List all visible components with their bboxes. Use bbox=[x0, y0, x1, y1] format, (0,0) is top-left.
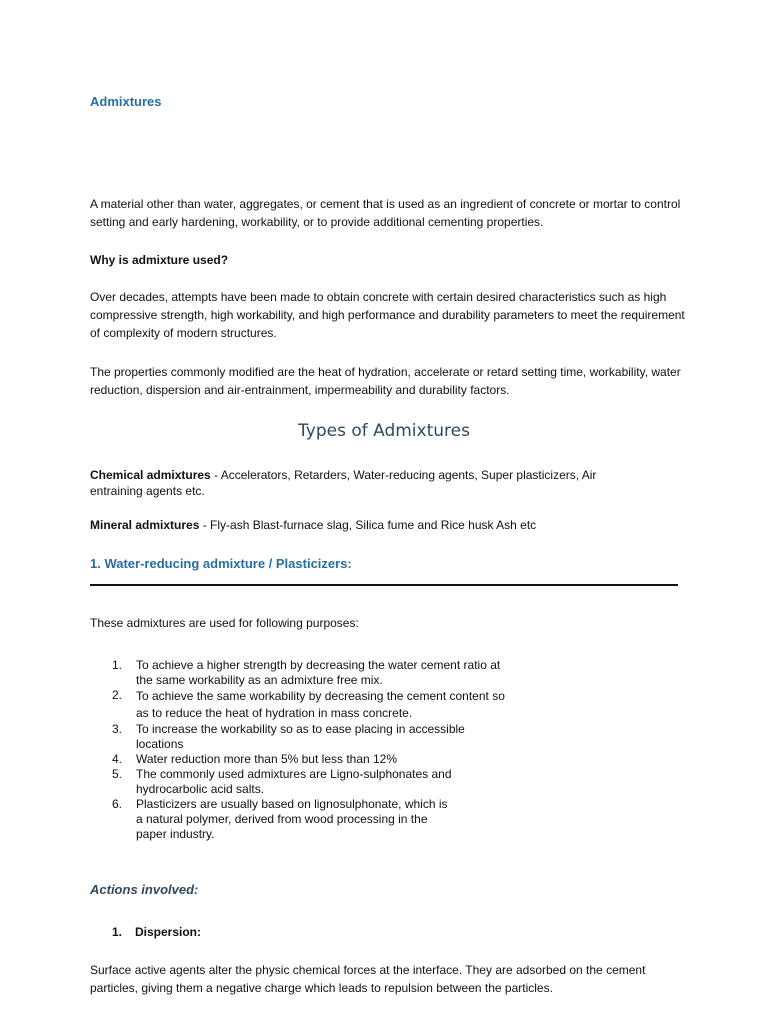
list-item bbox=[90, 767, 510, 797]
actions-involved-title: Actions involved: bbox=[90, 882, 199, 897]
list-number: 1. bbox=[112, 658, 123, 672]
horizontal-rule bbox=[90, 584, 678, 586]
list-text: To achieve the same workability by decreasing the cement content so as to reduce the heat of hydration in mass concrete. bbox=[136, 689, 505, 720]
list-text: Plasticizers are usually based on lignosulphonate, which is a natural polymer, derived from wood processing in the paper industry. bbox=[136, 797, 448, 841]
list-item bbox=[90, 752, 510, 767]
list-text: The commonly used admixtures are Ligno-sulphonates and hydrocarbolic acid salts. bbox=[136, 767, 452, 796]
dispersion-label: Dispersion: bbox=[135, 925, 202, 939]
list-number: 6. bbox=[112, 797, 123, 811]
why-question: Why is admixture used? bbox=[90, 253, 229, 267]
list-item bbox=[90, 658, 510, 688]
list-text: Water reduction more than 5% but less than 12% bbox=[136, 752, 398, 766]
list-item bbox=[90, 797, 510, 842]
definition-paragraph: A material other than water, aggregates, or cement that is used as an ingredient of concrete or mortar to control setting and early hardening, workability, or to provide additional cementing properties. bbox=[90, 197, 681, 229]
list-number: 3. bbox=[112, 722, 123, 736]
purposes-list bbox=[90, 658, 510, 842]
list-number: 4. bbox=[112, 752, 123, 766]
decades-paragraph: Over decades, attempts have been made to obtain concrete with certain desired characteristics such as high compressive strength, high workability, and high performance and durability parameters to meet the requirement of complexity of modern structures. bbox=[90, 290, 685, 340]
mineral-admixtures-line bbox=[90, 518, 536, 532]
properties-paragraph: The properties commonly modified are the heat of hydration, accelerate or retard setting time, workability, water reduction, dispersion and air-entrainment, impermeability and durability factors. bbox=[90, 365, 681, 397]
mineral-label: Mineral admixtures bbox=[90, 518, 200, 532]
chemical-label: Chemical admixtures bbox=[90, 468, 211, 482]
dispersion-number: 1. bbox=[112, 925, 123, 939]
list-text: To increase the workability so as to ease placing in accessible locations bbox=[136, 722, 465, 751]
heading-admixtures: Admixtures bbox=[90, 94, 162, 109]
mineral-text: - Fly-ash Blast-furnace slag, Silica fume and Rice husk Ash etc bbox=[199, 518, 537, 532]
list-number: 2. bbox=[112, 688, 123, 702]
chemical-text: - Accelerators, Retarders, Water-reducing agents, Super plasticizers, Air entraining agents etc. bbox=[90, 468, 597, 498]
list-item bbox=[90, 722, 510, 752]
dispersion-paragraph: Surface active agents alter the physic chemical forces at the interface. They are adsorbed on the cement particles, giving them a negative charge which leads to repulsion between the particles. bbox=[90, 963, 646, 995]
purposes-intro: These admixtures are used for following purposes: bbox=[90, 616, 359, 630]
list-number: 5. bbox=[112, 767, 123, 781]
list-item bbox=[90, 688, 510, 722]
types-title: Types of Admixtures bbox=[298, 421, 470, 441]
section-title-water-reducing: 1. Water-reducing admixture / Plasticizers: bbox=[90, 556, 352, 571]
list-text: To achieve a higher strength by decreasing the water cement ratio at the same workability as an admixture free mix. bbox=[136, 658, 501, 687]
chemical-admixtures-line bbox=[90, 467, 650, 499]
